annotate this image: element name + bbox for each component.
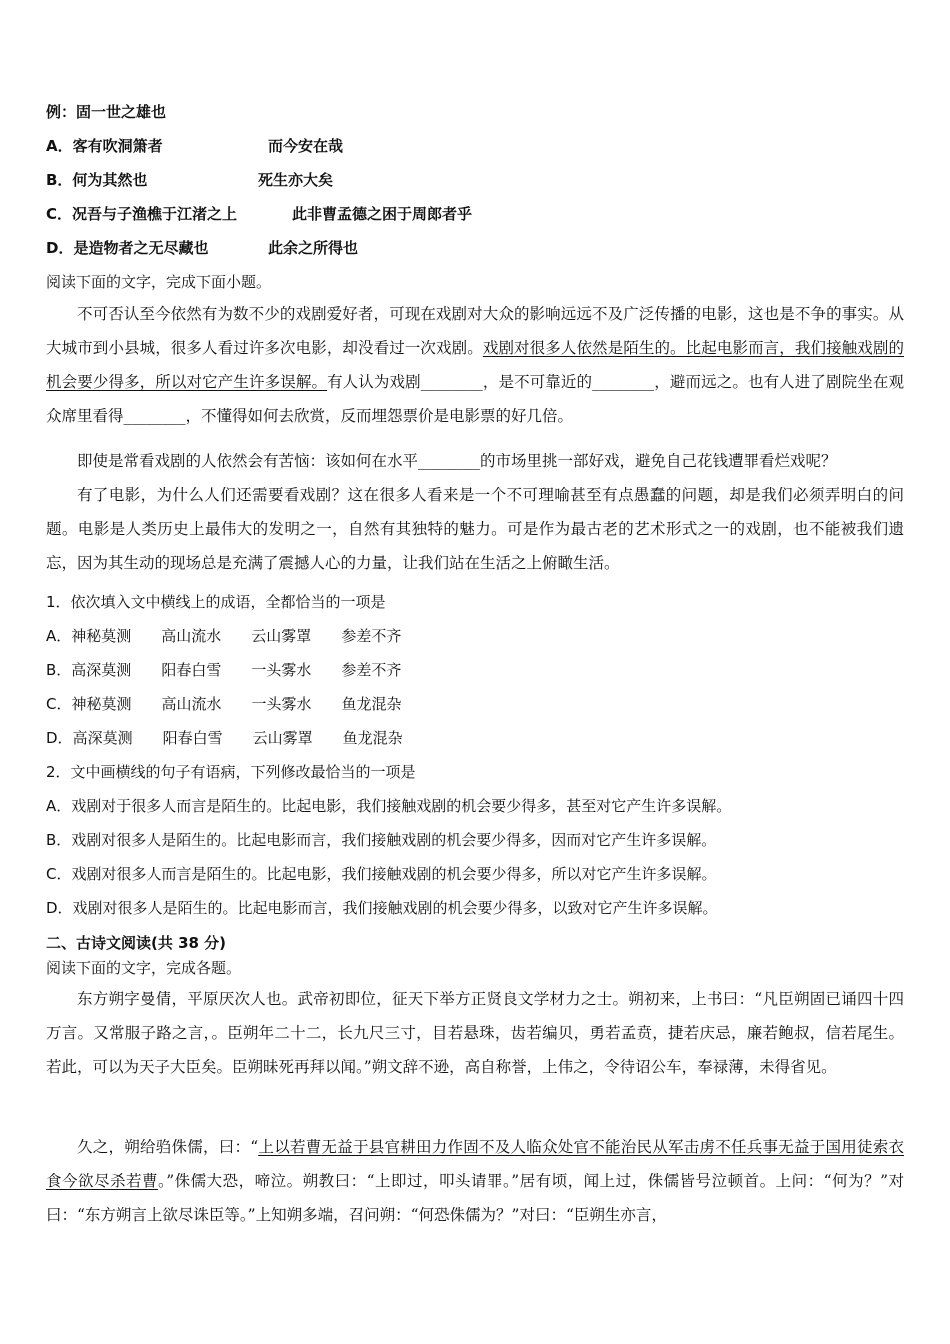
question-2-option-a: A．戏剧对于很多人而言是陌生的。比起电影，我们接触戏剧的机会要少得多，甚至对它产生许多误解。 [46,797,732,815]
question-2-option-d: D．戏剧对很多人是陌生的。比起电影而言，我们接触戏剧的机会要少得多，以致对它产生许多误解。 [46,899,718,917]
option-left: C．况吾与子渔樵于江渚之上 [46,205,238,223]
option-word: 鱼龙混杂 [341,695,402,713]
option-word: 鱼龙混杂 [342,729,403,747]
question-2-option-c: C．戏剧对很多人而言是陌生的。比起电影，我们接触戏剧的机会要少得多，所以对它产生许多误解。 [46,865,717,883]
example-option-a [46,136,343,156]
paragraph-text: 。”侏儒大恐，啼泣。朔教曰：“上即过，叩头请罪。”居有顷，闻上过，侏儒皆号泣顿首。上问：“何为？”对曰：“东方朔言上欲尽诛臣等。”上知朔多端，召问朔：“何恐侏儒为？”对曰：“臣朔生亦言， [46,1172,904,1224]
option-word: 阳春白雪 [162,729,223,747]
section1-instruction: 阅读下面的文字，完成下面小题。 [46,273,272,291]
question-1-option-c [46,694,402,714]
option-word: 高山流水 [161,627,222,645]
option-word: 参差不齐 [341,661,402,679]
option-left: D．是造物者之无尽藏也 [46,239,209,257]
option-word: 云山雾罩 [251,627,312,645]
option-right: 此非曹孟德之困于周郎者乎 [292,205,473,223]
option-left: A．客有吹洞箫者 [46,137,163,155]
option-word: 一头雾水 [251,661,312,679]
option-word: 高深莫测 [72,729,133,747]
question-2-stem: 2．文中画横线的句子有语病，下列修改最恰当的一项是 [46,763,416,781]
question-1-option-d [46,728,403,748]
option-word: 高深莫测 [71,661,132,679]
option-label: A． [46,627,72,645]
option-label: C． [46,695,72,713]
option-word: 参差不齐 [341,627,402,645]
option-label: B． [46,661,72,679]
example-option-c [46,204,472,224]
underlined-sentence: 戏剧对很多人依然是陌生的。比起电影而言，我们接触戏剧的机会要少得多，所以对它产生许多误解。 [46,339,904,391]
section2-instruction: 阅读下面的文字，完成各题。 [46,959,242,977]
question-2-option-b: B．戏剧对很多人是陌生的。比起电影而言，我们接触戏剧的机会要少得多，因而对它产生许多误解。 [46,831,717,849]
classical-paragraph-1: 东方朔字曼倩，平原厌次人也。武帝初即位，征天下举方正贤良文学材力之士。朔初来，上书曰：“凡臣朔固已诵四十四万言。又常服子路之言，。臣朔年二十二，长九尺三寸，目若悬珠，齿若编贝，勇若孟贲，捷若庆忌，廉若鲍叔，信若尾生。若此，可以为天子大臣矣。臣朔昧死再拜以闻。”朔文辞不逊，高自称誉，上伟之，令待诏公车，奉禄薄，未得省见。 [46,990,904,1076]
option-label: D． [46,729,73,747]
passage-paragraph-1 [46,297,904,433]
option-word: 一头雾水 [251,695,312,713]
paragraph-text: 有人认为戏剧________，是不可靠近的________，避而远之。也有人进了剧院坐在观众席里看得________，不懂得如何去欣赏，反而埋怨票价是电影票的好几倍。 [46,373,904,425]
option-word: 神秘莫测 [71,627,132,645]
classical-paragraph-2 [46,1130,904,1232]
option-word: 神秘莫测 [71,695,132,713]
option-word: 高山流水 [161,695,222,713]
question-1-stem: 1．依次填入文中横线上的成语，全都恰当的一项是 [46,593,386,611]
passage-paragraph-2: 即使是常看戏剧的人依然会有苦恼：该如何在水平________的市场里挑一部好戏，避免自己花钱遭罪看烂戏呢？ [77,452,837,470]
option-word: 阳春白雪 [161,661,222,679]
option-word: 云山雾罩 [252,729,313,747]
example-option-b [46,170,333,190]
example-label: 例：固一世之雄也 [46,103,167,121]
paragraph-text: 久之，朔给驺侏儒，曰：“ [77,1138,259,1156]
question-1-option-a [46,626,401,646]
example-option-d [46,238,358,258]
underlined-sentence: 上以若曹无益于县官耕田力作固不及人临众处官不能治民从军击虏不任兵事无益于国用徒索衣食今欲尽杀若曹 [46,1138,904,1190]
passage-paragraph-3: 有了电影，为什么人们还需要看戏剧？这在很多人看来是一个不可理喻甚至有点愚蠢的问题，却是我们必须弄明白的问题。电影是人类历史上最伟大的发明之一，自然有其独特的魅力。可是作为最古老的艺术形式之一的戏剧，也不能被我们遗忘，因为其生动的现场总是充满了震撼人心的力量，让我们站在生活之上俯瞰生活。 [46,486,904,572]
option-right: 而今安在哉 [268,137,344,155]
option-left: B．何为其然也 [46,171,148,189]
paragraph-text: 不可否认至今依然有为数不少的戏剧爱好者，可现在戏剧对大众的影响远远不及广泛传播的电影，这也是不争的事实。从大城市到小县城，很多人看过许多次电影，却没看过一次戏剧。 [46,305,904,357]
question-1-option-b [46,660,401,680]
option-right: 此余之所得也 [268,239,359,257]
option-right: 死生亦大矣 [258,171,334,189]
section2-heading: 二、古诗文阅读(共 38 分) [46,934,227,952]
